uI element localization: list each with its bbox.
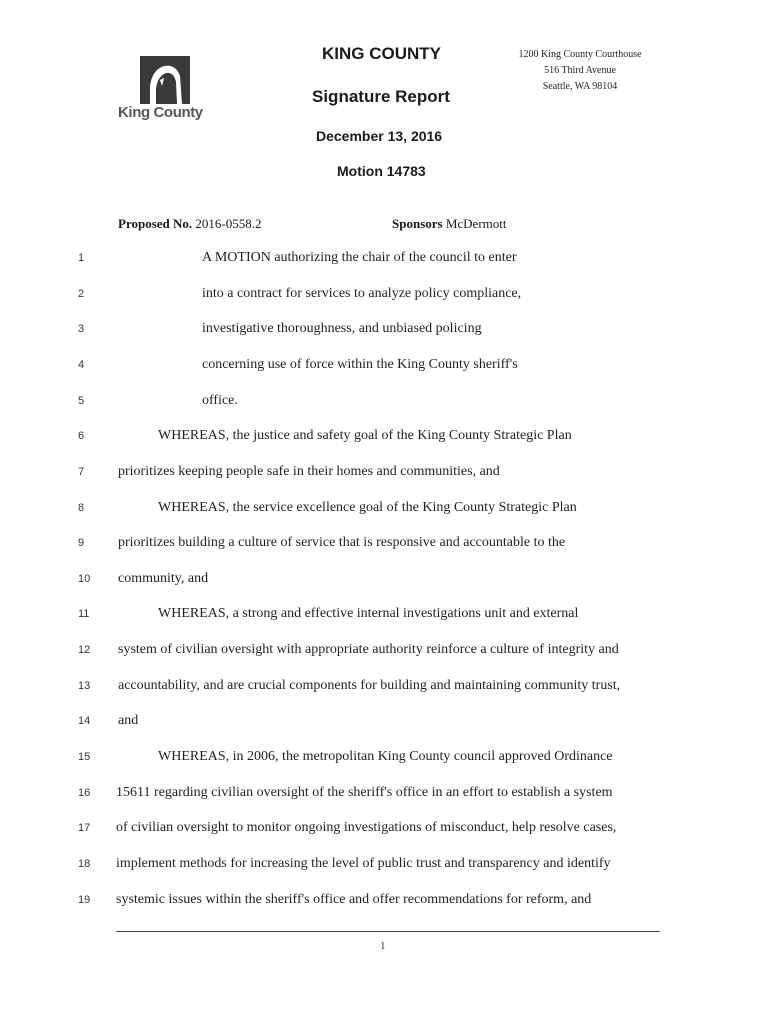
line-text: WHEREAS, in 2006, the metropolitan King County council approved Ordinance <box>158 749 613 764</box>
line-text: prioritizes keeping people safe in their homes and communities, and <box>118 464 500 479</box>
king-county-logo <box>118 52 212 126</box>
numbered-line <box>0 856 770 876</box>
line-number: 13 <box>78 680 91 692</box>
line-number: 4 <box>78 359 85 371</box>
numbered-line <box>0 571 770 591</box>
numbered-line <box>0 535 770 555</box>
line-text: systemic issues within the sheriff's office and offer recommendations for reform, and <box>116 892 592 907</box>
line-text: A MOTION authorizing the chair of the council to enter <box>202 250 517 265</box>
logo-wordmark: King County <box>118 104 203 121</box>
line-text: office. <box>202 393 238 408</box>
line-number: 5 <box>78 395 85 407</box>
line-text: WHEREAS, a strong and effective internal investigations unit and external <box>158 606 579 621</box>
numbered-line <box>0 321 770 341</box>
line-text: 15611 regarding civilian oversight of the sheriff's office in an effort to establish a system <box>116 785 613 800</box>
mlk-portrait-icon <box>140 56 190 104</box>
line-number: 7 <box>78 466 85 478</box>
line-number: 11 <box>78 608 90 620</box>
line-text: investigative thoroughness, and unbiased policing <box>202 321 482 336</box>
line-number: 6 <box>78 430 85 442</box>
address-block <box>510 47 650 95</box>
numbered-line <box>0 500 770 520</box>
line-text: system of civilian oversight with appropriate authority reinforce a culture of integrity and <box>118 642 619 657</box>
numbered-line <box>0 286 770 306</box>
line-text: implement methods for increasing the level of public trust and transparency and identify <box>116 856 611 871</box>
line-text: concerning use of force within the King County sheriff's <box>202 357 518 372</box>
line-number: 8 <box>78 502 85 514</box>
line-number: 1 <box>78 252 85 264</box>
numbered-line <box>0 357 770 377</box>
line-number: 12 <box>78 644 91 656</box>
line-number: 3 <box>78 323 85 335</box>
numbered-line <box>0 892 770 912</box>
line-text: community, and <box>118 571 209 586</box>
sponsors-value: McDermott <box>445 216 507 231</box>
numbered-line <box>0 713 770 733</box>
address-line: Seattle, WA 98104 <box>542 81 618 92</box>
numbered-line <box>0 393 770 413</box>
line-text: and <box>118 713 139 728</box>
line-text: of civilian oversight to monitor ongoing investigations of misconduct, help resolve cases, <box>116 820 617 835</box>
line-text: into a contract for services to analyze policy compliance, <box>202 286 522 301</box>
line-number: 18 <box>78 858 91 870</box>
line-text: WHEREAS, the service excellence goal of the King County Strategic Plan <box>158 500 577 515</box>
line-number: 15 <box>78 751 91 763</box>
address-line: 1200 King County Courthouse <box>518 49 642 60</box>
line-number: 10 <box>78 573 91 585</box>
sponsors-label: Sponsors <box>392 216 443 231</box>
sponsors <box>392 216 506 232</box>
report-date: December 13, 2016 <box>316 128 443 144</box>
numbered-line <box>0 678 770 698</box>
motion-number: Motion 14783 <box>337 163 426 179</box>
line-number: 17 <box>78 822 91 834</box>
proposed-value: 2016-0558.2 <box>195 216 262 231</box>
numbered-line <box>0 606 770 626</box>
line-text: WHEREAS, the justice and safety goal of the King County Strategic Plan <box>158 428 572 443</box>
numbered-line <box>0 785 770 805</box>
line-number: 16 <box>78 787 91 799</box>
numbered-line <box>0 820 770 840</box>
line-number: 19 <box>78 894 91 906</box>
footer-divider <box>116 931 660 932</box>
county-title: KING COUNTY <box>322 44 441 63</box>
numbered-line <box>0 749 770 769</box>
numbered-line <box>0 250 770 270</box>
proposed-label: Proposed No. <box>118 216 193 231</box>
page-number: 1 <box>380 940 386 952</box>
line-number: 14 <box>78 715 91 727</box>
line-text: prioritizes building a culture of service that is responsive and accountable to the <box>118 535 566 550</box>
line-number: 9 <box>78 537 85 549</box>
numbered-line <box>0 464 770 484</box>
line-number: 2 <box>78 288 85 300</box>
numbered-line <box>0 428 770 448</box>
address-line: 516 Third Avenue <box>544 65 616 76</box>
numbered-line <box>0 642 770 662</box>
line-text: accountability, and are crucial components for building and maintaining community trust, <box>118 678 621 693</box>
report-title: Signature Report <box>312 87 450 106</box>
proposed-number <box>118 216 262 232</box>
